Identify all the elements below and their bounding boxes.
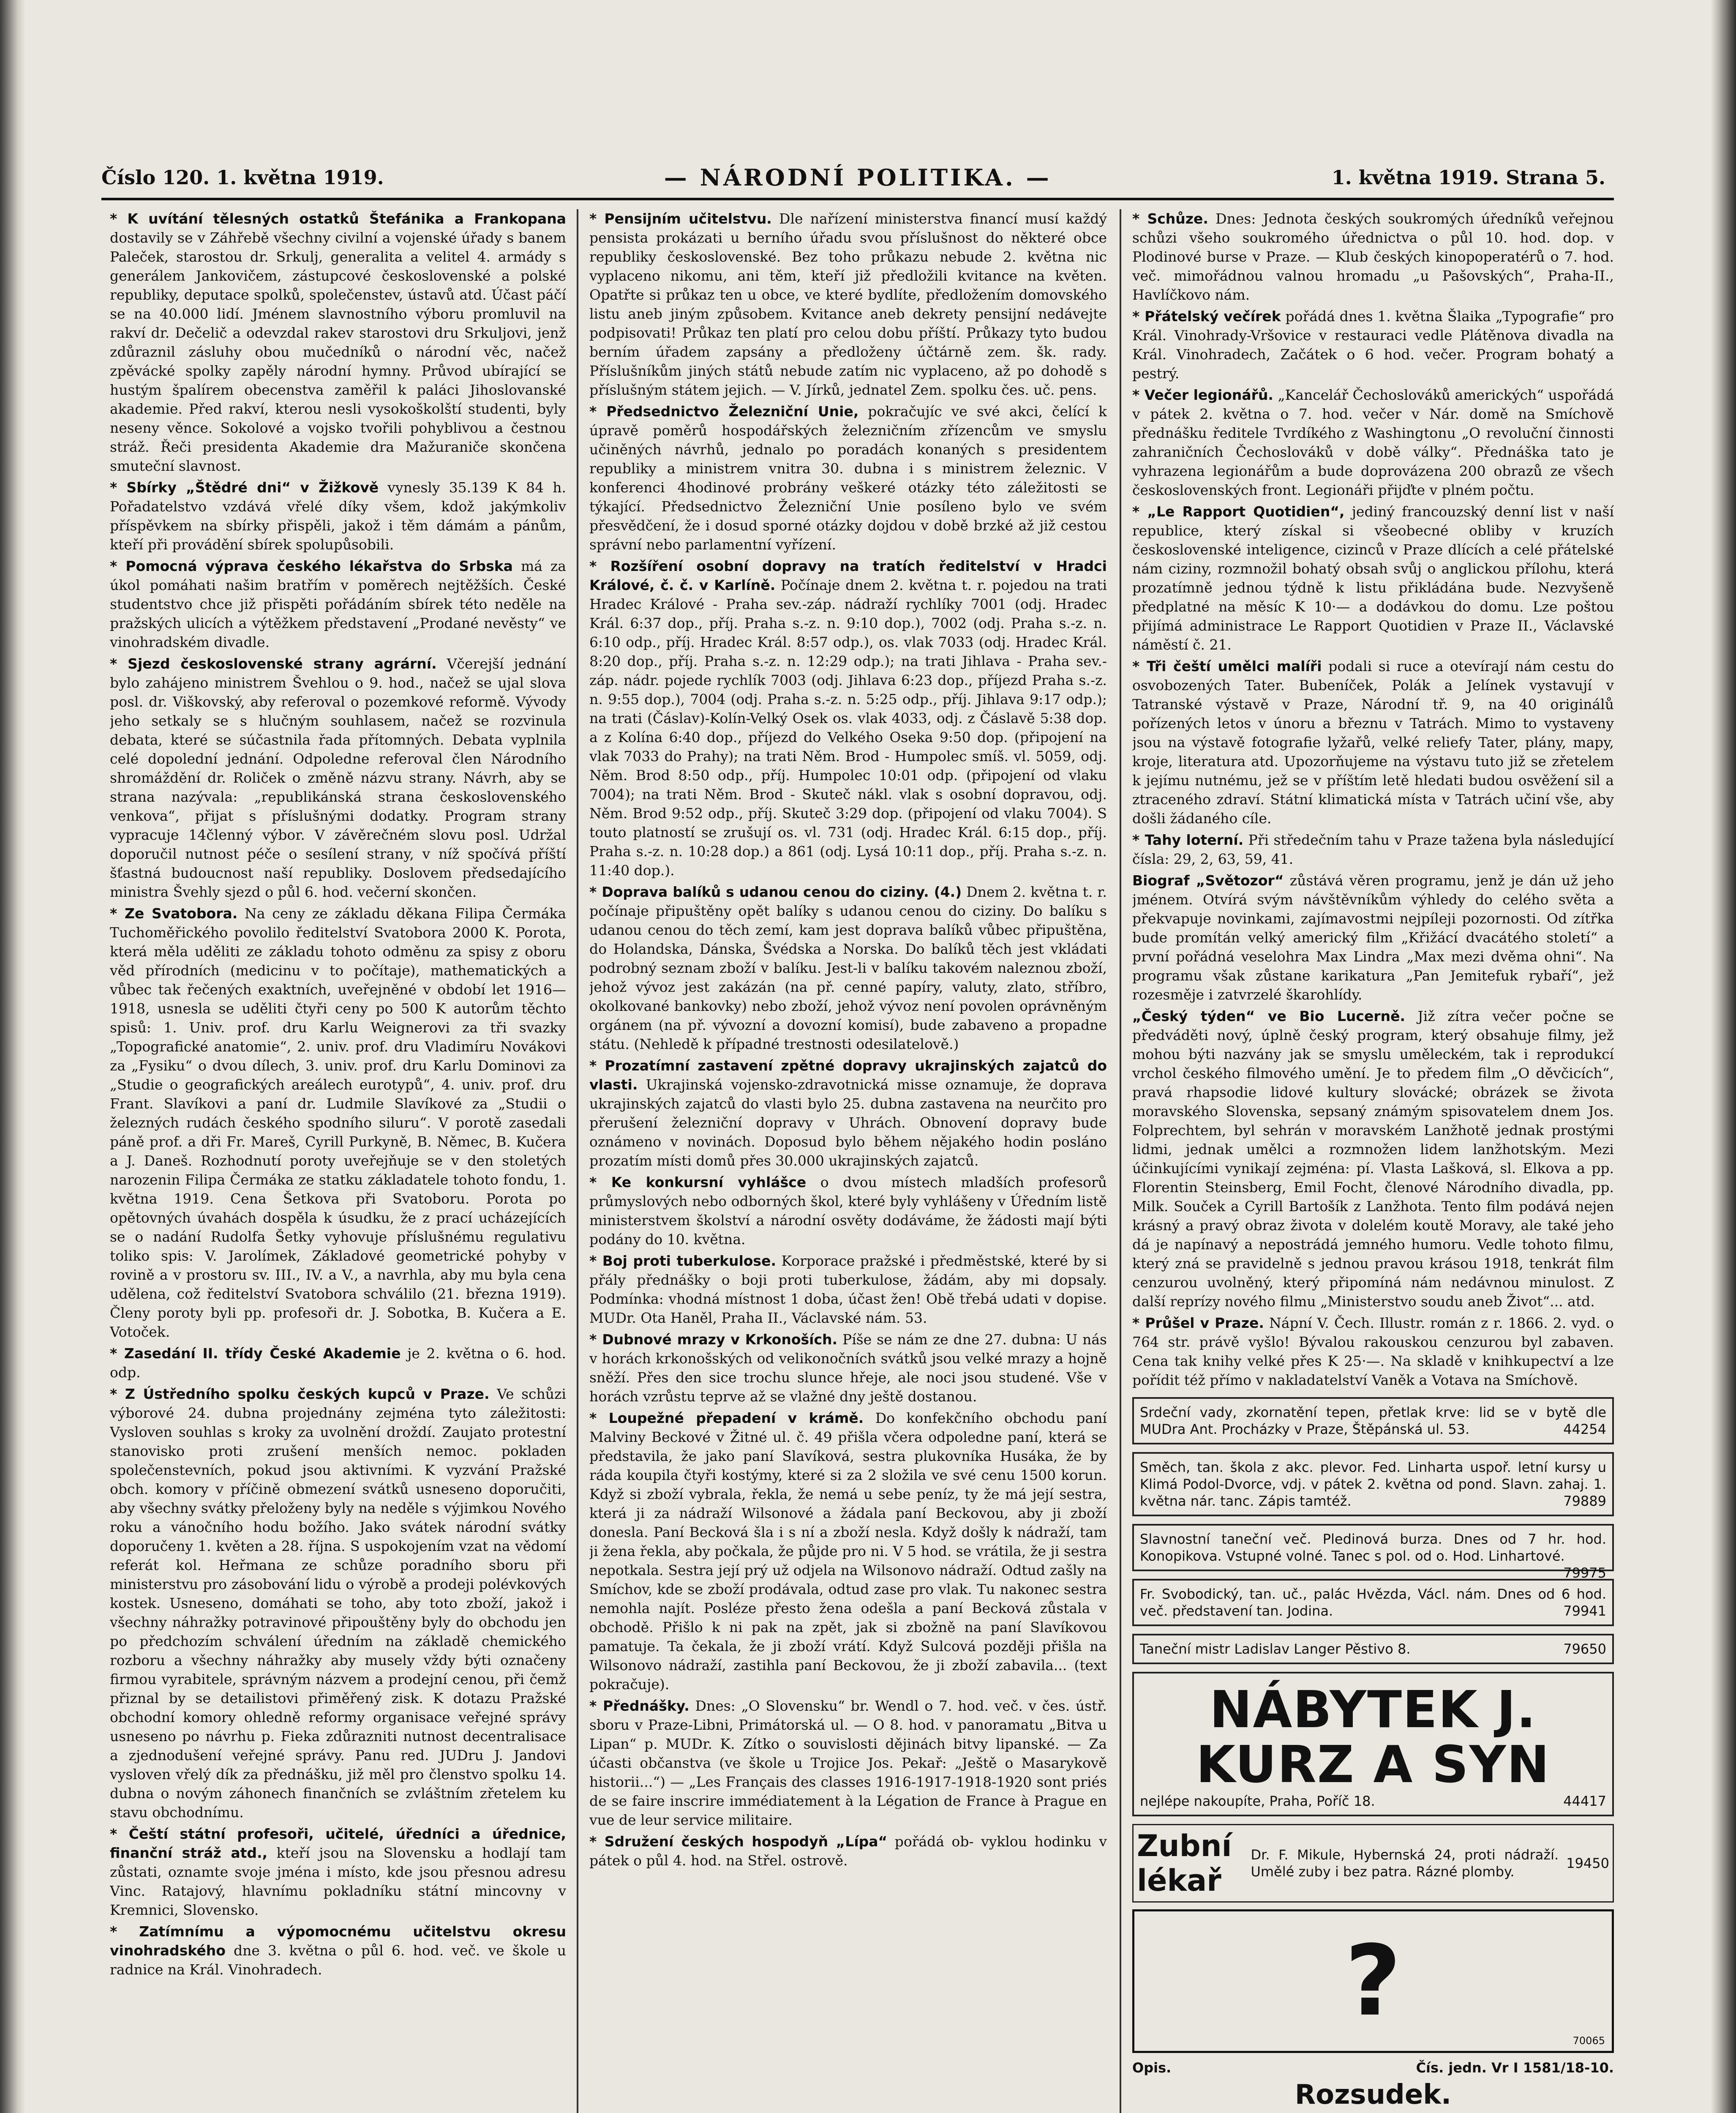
article-headline: * Loupežné přepadení v krámě. — [589, 1410, 864, 1426]
classified-ad-text: Fr. Svobodický, tan. uč., palác Hvězda, Václ. nám. Dnes od 6 hod. več. představení tan. Jodina. — [1140, 1586, 1606, 1619]
article-headline: * Zatímnímu a výpomocnému učitelstvu okresu vinohradského — [110, 1923, 566, 1959]
article-headline: * Večer legionářů. — [1132, 387, 1273, 403]
scan-edge-right — [1711, 0, 1736, 2113]
article-headline: * Přednášky. — [589, 1698, 689, 1714]
article — [110, 1384, 566, 1822]
article-body: dostavily se v Záhřebě všechny civilní a vojenské úřady s banem Paleček, starostou dr. Srkulj, generalita a velitel 4. armády s generálem Jankovičem, zástupcové československé a polské republiky, deputace spolků, společenstev, ústavů atd. Účast páčí se na 40.000 lidí. Jménem slavnostního výboru promluvil na rakví dr. Dečelič a odevzdal rakev starostovi dru Srkuljovi, jenž zdůraznil zásluhy obou mučedníků o národní věc, načež zpěvácké spolky zapěly národní hymny. Průvod ubírající se hustým špalírem obecenstva zaměřil k paláci Jihoslovanské akademie. Před rakví, kterou nesli vysokoškolští studenti, byly neseny věnce. Sokolové a vojsko tvořili pohyblivou a čestnou stráž. Řeči presidenta Akademie dra Mažuraniče skončena smuteční slavnost. — [110, 229, 566, 474]
dentist-ad-code: 19450 — [1566, 1855, 1609, 1871]
classified-ad-text: Směch, tan. škola z akc. plevor. Fed. Linharta uspoř. letní kursy u Klimá Podol-Dvorce, vdj. v pátek 2. května od pond. Slavn. zahaj. 1. května nár. tanc. Zápis tamtéž. — [1140, 1459, 1606, 1509]
article — [1132, 871, 1614, 1004]
scan-edge-left — [0, 0, 25, 2113]
classified-ad-text: Slavnostní taneční več. Pledinová burza. Dnes od 7 hr. hod. Konopikova. Vstupné volné. Tanec s pol. od o. Hod. Linhartové. — [1140, 1531, 1606, 1564]
article-body: Korporace pražské i předměstské, které by si přály přednášky o boji proti tuberkulose, žádám, aby mi dopsaly. Podmínka: vhodná místnost 1 doba, účast žen! Obě třebá udati v dopise. MUDr. Ota Haněl, Praha II., Václavské nám. 53. — [589, 1253, 1107, 1326]
article-headline: * „Le Rapport Quotidien“, — [1132, 503, 1345, 520]
article — [589, 1330, 1107, 1406]
column-divider-2 — [1120, 209, 1121, 2113]
question-ad-code: 70065 — [1572, 2035, 1605, 2047]
article-body: Ve schůzi výborové 24. dubna projednány zejména tyto záležitosti: Vysloven souhlas s kroky za uvolnění droždí. Zaujato protestní stanovisko proti zrušení menších nemoc. pokladen společenstevních, pokud jsou aktivními. K vyzvání Pražské obch. komory v příčině obmezení svátků usneseno doporučiti, aby všechny svátky přeloženy byly na neděle s výjimkou Nového roku a vánočního hodu božího. Jako svátek národní svátky doporučeny 1. květen a 28. října. S uspokojením vzat na vědomí referát kol. Heřmana ze schůze poradního sboru při ministerstvu pro zásobování lidu o výrobě a prodeji polévkových kostek. Usneseno, domáhati se toho, aby toto zboží, jakož i všechny náhražky potravinové připouštěny byly do obchodu jen po předchozím schválení úředním na základě chemického rozboru a všechny náhražky aby musely vždy býti označeny firmou vyrabitele, správným názvem a prodejní cenou, při čemž přiznal by se detailistovi přiměřený zisk. K dotazu Pražské obchodní komory ohledně reformy organisace veřejné správy usneseno po návrhu p. Fieka zdůrazniti nutnost decentralisace a zjednodušení veřejné správy. Panu red. JUDru J. Jandovi vysloven vřelý dík za přednášku, již měl pro členstvo spolku 14. dubna o novým záhonech finančních se zvláštním zřetelem ku stavu obchodnímu. — [110, 1386, 566, 1821]
article — [110, 654, 566, 901]
furniture-advertisement — [1132, 1672, 1614, 1816]
article-headline: * Boj proti tuberkulose. — [589, 1253, 776, 1269]
classified-ad — [1132, 1634, 1614, 1664]
article-body: Píše se nám ze dne 27. dubna: U nás v horách krkonošských od velikonočních svátků jsou velké mrazy a hojně sněží. Přes den sice trochu slunce hřeje, ale noci jsou studené. Vše v horách vzrůstu teprve až se vlažné dny ještě dostanou. — [589, 1331, 1107, 1405]
article — [1132, 502, 1614, 654]
issue-date-left: Číslo 120. 1. května 1919. — [101, 166, 384, 189]
article-headline: * Sbírky „Štědré dni“ v Žižkově — [110, 479, 379, 496]
newspaper-title: — NÁRODNÍ POLITIKA. — — [664, 164, 1052, 191]
furniture-ad-code: 44417 — [1563, 1793, 1606, 1809]
article — [110, 1824, 566, 1919]
article-headline: * Tahy loterní. — [1132, 832, 1244, 848]
page-number: 1. května 1919. Strana 5. — [1331, 166, 1605, 189]
article-headline: * Schůze. — [1132, 210, 1208, 227]
article-headline: Biograf „Světozor“ — [1132, 872, 1284, 889]
article — [589, 1409, 1107, 1694]
article — [110, 478, 566, 554]
article — [110, 557, 566, 652]
article-body: Při středečním tahu v Praze tažena byla následující čísla: 29, 2, 63, 59, 41. — [1132, 832, 1614, 867]
article-body: „Kancelář Čechoslováků amerických“ uspořádá v pátek 2. května o 7. hod. večer v Nár. domě na Smíchově přednášku ředitele Tvrdíkého z Washingtonu „O revoluční činnosti zahraničních Čechoslováků v době války“. Přednáška tato je vyhrazena legionářům a bude doprovázena 200 obrazů ze všech československých front. Legionáři přijďte v plném počtu. — [1132, 387, 1614, 498]
article-body: Včerejší jednání bylo zahájeno ministrem Švehlou o 9. hod., načež se ujal slova posl. dr. Viškovský, aby referoval o pozemkové reformě. Vývody jeho setkaly se s hlučným souhlasem, načež se rozvinula debata, které se súčastnila řada přítomných. Debata vyplnila celé dopolední jednání. Odpoledne referoval člen Národního shromáždění dr. Roliček o změně názvu strany. Návrh, aby se strana nazývala: „republikánská strana československého venkova“, přijat s příslušnými dodatky. Program strany vypracuje 14členný výbor. V závěrečném slovu posl. Udržal doporučil nutnost péče o sesílení strany, v níž spočívá příští šťastná budoucnost naší republiky. Doslovem předsedajícího ministra Švehly sjezd o půl 6. hod. večerní skončen. — [110, 655, 566, 900]
article-headline: * K uvítání tělesných ostatků Štefánika a Frankopana — [110, 210, 566, 227]
article-headline: * Pensijním učitelstvu. — [589, 210, 772, 227]
verdict-title: Rozsudek. — [1295, 2079, 1452, 2110]
article-body: dne 3. května o půl 6. hod. več. ve škole u radnice na Král. Vinohradech. — [110, 1942, 566, 1978]
article-body: kteří jsou na Slovensku a hodlají tam zůstati, oznamte svoje jména i místo, kde jsou přesnou adresu Vinc. Ratajový, hlavnímu pokladníku státní mincovny v Kremnici, Slovensko. — [110, 1845, 566, 1918]
article — [589, 1696, 1107, 1829]
article — [1132, 307, 1614, 383]
article-body: Dnes: Jednota českých soukromých úředníků veřejnou schůzi všeho soukromého úřednictva o půl 10. hod. dop. v Plodinové burse v Praze. — Klub českých kinopoperatérů o 7. hod. več. mimořádnou valnou hromadu „u Pašovských“, Praha-II., Havlíčkovo nám. — [1132, 210, 1614, 303]
article-body: pořádá dnes 1. května Šlaika „Typografie“ pro Král. Vinohrady-Vršovice v restauraci vedle Plátěnova divadla na Král. Vinohradech, Začátek o 6 hod. večer. Program bohatý a pestrý. — [1132, 308, 1614, 382]
classified-ad-code: 79975 — [1563, 1565, 1606, 1581]
article-headline: * Dubnové mrazy v Krkonoších. — [589, 1331, 838, 1348]
article-headline: * Přátelský večírek — [1132, 308, 1281, 325]
article — [589, 402, 1107, 554]
article-body: jediný francouzský denní list v naší republice, který získal si všeobecné obliby v kruzích československé inteligence, cizinců v Praze dlících a celé přátelské nám ciziny, rozmnožil bohatý obsah svůj o anglickou přílohu, která prozatímně jednou týdně k listu přikládána bude. Nezvyšeně předplatné na měsíc K 10·— a dodávkou do domu. Lze poštou přijímá administrace Le Rapport Quotidien v Praze II., Václavské náměstí č. 21. — [1132, 503, 1614, 653]
article-body: Do konfekčního obchodu paní Malviny Beckové v Žitné ul. č. 49 přišla včera odpoledne paní, která se představila, že jako paní Slavíková, sestra plukovníka Husáka, že by ráda koupila čtyři kostýmy, které si za 2 složila ve své cenu 1500 korun. Když si zboží vybrala, řekla, že nemá u sebe peníz, ty že má její sestra, která ji za nádraží Wilsonové a žádala paní Beckovou, aby ji zboží donesla. Paní Becková šla i s ní a zboží nesla. Když došly k nádraží, tam ji žena řekla, aby počkala, že půjde pro ni. V 5 hod. se vrátila, že ji sestra nepotkala. Sestra její prý už odjela na Wilsonovo nádraží. Odtud zašly na Smíchov, kde se zboží prodávala, odtud zase pro vlak. Tu nakonec sestra nemohla najít. Posléze přesto žena odešla a paní Becková zůstala v obchodě. Přišlo k ni pak na zpět, jak si zbožně na paní Slavíkovou pamatuje. Ta čekala, že ji zboží vrátí. Když Sulcová později přišla na Wilsonovo nádraží, zastihla paní Beckovou, že ji zboží zabavila... (text pokračuje). — [589, 1410, 1107, 1693]
article-body: má za úkol pomáhati našim bratřím v poměrech nejtěžších. České studentstvo chce již přispěti pořádáním sbírek této neděle na pražských ulicích a výtěžkem představení „Prodané nevěsty“ ve vinohradském divadle. — [110, 558, 566, 650]
classified-ad-text: Taneční mistr Ladislav Langer Pěstivo 8. — [1140, 1641, 1411, 1657]
classified-ad-code: 79650 — [1563, 1641, 1606, 1657]
article-headline: * Čeští státní profesoři, učitelé, úředníci a úřednice, finanční stráž atd., — [110, 1826, 566, 1861]
article-body: Na ceny ze základu děkana Filipa Čermáka Tuchoměřického povolilo ředitelství Svatobora 2000 K. Porota, která měla uděliti ze základu tohoto odměnu za spisy z oboru věd přírodních (medicinu v to počítaje), mathematických a vůbec tak řečených exaktních, uveřejněné v období let 1916—1918, usnesla se uděliti čtyři ceny po 500 K autorům těchto spisů: 1. Univ. prof. dru Karlu Weignerovi za tři svazky „Topografické anatomie“, 2. univ. prof. dru Vladimíru Novákovi za „Fysiku“ o dvou dílech, 3. univ. prof. dru Karlu Dominovi za „Studie o geografických areálech eurotypů“, 4. univ. prof. dru Frant. Slavíkovi a paní dr. Ludmile Slavíkové za „Studii o železných rudách českého spodního siluru“. V porotě zasedali páně prof. a dři Fr. Mareš, Cyrill Purkyně, B. Němec, B. Kučera a J. Daneš. Rozhodnutí poroty uveřejňuje se v den stoletých narozenin Filipa Čermáka ze statku základatele tohoto fondu, 1. května 1919. Cena Šetkova při Svatoboru. Porota po opětovných úvahách dospěla k úsudku, že z prací ucházejících se o nadání Rudolfa Šetky vyhovuje příslušnému regulativu toliko spis: V. Jarolímek, Základové geometrické pohyby v rovině a v prostoru sv. III., IV. a V., a navrhla, aby mu byla cena udělena, což ředitelství Svatobora schválilo (21. března 1919). Členy poroty byli pp. profesoři dr. J. Sobotka, B. Kučera a E. Votoček. — [110, 905, 566, 1340]
article-body: Dnes: „O Slovensku“ br. Wendl o 7. hod. več. v čes. ústř. sboru v Praze-Libni, Primátorská ul. — O 8. hod. v panoramatu „Bitva u Lipan“ p. MUDr. K. Zítko o souvislosti dějinách bitvy lipanské. — Za účasti občanstva (ve škole u Trojice Jos. Pekař: „Ještě o Masarykově historii...“) — „Les Français des classes 1916-1917-1918-1920 sont priés de se faire inscrire immédiatement à la Légation de France à Prague en vue de leur service militaire. — [589, 1698, 1107, 1828]
article — [1132, 209, 1614, 304]
article-body: podali si ruce a otevírají nám cestu do osvobozených Tater. Bubeníček, Polák a Jelínek vystavují v Tatranské výstavě v Praze, Národní tř. 9, na 40 originálů pořízených letos v únoru a březnu v Tatrách. Mimo to vystaveny jsou na výstavě fotografie lyžařů, velké reliefy Tater, plány, mapy, kroje, literatura atd. Upozorňujeme na výstavu tuto již se zřetelem k jejímu nutnému, jež se v příštím letě hledati budou osvěžení sil a ztraceného zdraví. Státní klimatická místa v Tatrách učiní vše, aby došli žádaného cíle. — [1132, 658, 1614, 827]
article — [110, 1344, 566, 1382]
furniture-ad-subtitle: nejlépe nakoupíte, Praha, Poříč 18. — [1140, 1793, 1375, 1809]
article — [110, 904, 566, 1341]
article-headline: * Ze Svatobora. — [110, 905, 238, 922]
article-body: Nápní V. Čech. Illustr. román z r. 1866. 2. vyd. o 764 str. právě vyšlo! Bývalou rakouskou cenzurou byl zabaven. Cena tak knihy velké přes K 25·—. Na skladě v knihkupectví a lze pořídit též přímo v nakladatelství Vaněk a Votava na Smíchově. — [1132, 1315, 1614, 1388]
article — [110, 1922, 566, 1979]
article — [589, 1056, 1107, 1170]
article — [1132, 1313, 1614, 1390]
article — [589, 209, 1107, 399]
article — [589, 1251, 1107, 1327]
article-body: pokračujíc ve své akci, čelící k úpravě poměrů hospodářských železničním zřízencům ve smyslu učiněných návrhů, jednalo po poradách konaných s presidentem republiky a ministrem vnitra 30. dubna i s ministrem železnic. V konferenci 4hodinové probrány veškeré otázky této záležitosti se týkající. Předsednictvo Železniční Unie posíleno bylo ve svém přesvědčení, že i dosud sporné otázky dojdou v době brzké až již cestou správní nebo parlamentní vyřízení. — [589, 403, 1107, 553]
article-headline: * Pomocná výprava českého lékařstva do Srbska — [110, 558, 513, 574]
masthead — [101, 158, 1605, 197]
article-headline: * Sdružení českých hospodyň „Lípa“ — [589, 1833, 888, 1850]
opis-label: Opis. — [1132, 2060, 1172, 2076]
article — [589, 882, 1107, 1054]
classified-ad-text: Srdeční vady, zkornatění tepen, přetlak krve: lid se v bytě dle MUDra Ant. Procházky v Praze, Štěpánská ul. 53. — [1140, 1404, 1606, 1437]
column-1 — [110, 209, 566, 2113]
column-3-articles — [1132, 209, 1614, 1390]
furniture-ad-title: NÁBYTEK J. KURZ A SYN — [1196, 1681, 1550, 1794]
article-headline: * Rozšíření osobní dopravy na tratích ředitelství v Hradci Králové, č. č. v Karlíně. — [589, 558, 1107, 593]
article-headline: * Ke konkursní vyhlášce — [589, 1174, 807, 1190]
article-headline: * Zasedání II. třídy České Akademie — [110, 1345, 401, 1362]
classified-ad — [1132, 1524, 1614, 1581]
classified-ad-code: 79889 — [1563, 1493, 1606, 1509]
classified-ad — [1132, 1452, 1614, 1516]
article — [589, 1173, 1107, 1249]
article — [1132, 657, 1614, 828]
article-body: o dvou místech mladších profesorů průmyslových nebo odborných škol, které byly vyhlášeny v Úředním listě ministerstvem školství a národní osvěty dodáváme, že žádosti mají býti podány do 10. května. — [589, 1174, 1107, 1248]
article — [1132, 1007, 1614, 1311]
article-headline: * Prozatímní zastavení zpětné dopravy ukrajinských zajatců do vlasti. — [589, 1057, 1107, 1093]
classified-ad — [1132, 1397, 1614, 1444]
column-2 — [589, 209, 1107, 2113]
article — [589, 557, 1107, 880]
article — [589, 1832, 1107, 1870]
classified-ad — [1132, 1579, 1614, 1626]
question-mark: ? — [1345, 1925, 1401, 2038]
article — [1132, 830, 1614, 868]
article-headline: * Tři čeští umělci malíři — [1132, 658, 1322, 674]
article-body: zůstává věren programu, jenž je dán už jeho jménem. Otvírá svým návštěvníkům výhledy do celého světa a překvapuje novinkami, zajímavostmi nejpíleji pozornosti. Od zítřka bude promítán velký americký film „Křižácí dvacátého století“ a první pořádná veselohra Max Lindra „Max mezi dvěma ohni“. Na programu však zůstane karikatura „Pan Jemitefuk rybaří“, jež rozesměje i zatvrzelé škarohlídy. — [1132, 872, 1614, 1003]
dentist-ad-text: Dr. F. Mikule, Hybernská 24, proti nádraží. Umělé zuby i bez patra. Rázné plomby. — [1251, 1847, 1559, 1880]
article — [110, 209, 566, 475]
article-headline: * Průšel v Praze. — [1132, 1315, 1264, 1331]
article-headline: * Sjezd československé strany agrární. — [110, 655, 437, 672]
article — [1132, 385, 1614, 500]
dentist-advertisement — [1132, 1824, 1614, 1903]
court-verdict — [1132, 2060, 1614, 2113]
article-body: je 2. května o 6. hod. odp. — [110, 1345, 566, 1381]
column-3 — [1132, 209, 1614, 2113]
article-body: Již zítra večer počne se předváděti nový, úplně český program, který obsahuje filmy, jež mohou býti nazvány jak se smyslu uměleckém, tak i reprodukcí vrchol českého filmového umění. Je to předem film „O děvčicích“, pravá rhapsodie lidové kultury slovácké; obrázek se života moravského Slovenska, sepsaný známým spisovatelem dnem Jos. Folprechtem, byl sehrán v moravském Lanžhotě jednak prostými lidmi, jednak umělci a rozmnožen lidem lanžhotským. Mezi účinkujícími vynikají zejména: pí. Vlasta Lašková, sl. Elkova a pp. Florentin Steinsberg, Emil Focht, členové Národního divadla, pp. Milk. Souček a Cyrill Bartošík z Lanžhota. Tento film podává nejen krásný a pravý obraz života v dolelém koutě Moravy, ale také jeho dá je napínavý a nepostrádá jemného humoru. Vedle tohoto filmu, který zná se pravidelně s jednou pravou krásou 1918, tenkrát film cenzurou uvolněný, který připomíná nám nedávnou minulost. Z další reprízy nového filmu „Ministerstvo soudu aneb Život“... atd. — [1132, 1008, 1614, 1310]
article-headline: „Český týden“ ve Bio Lucerně. — [1132, 1008, 1406, 1024]
dentist-ad-title: Zubní lékař — [1137, 1829, 1232, 1898]
column-divider-1 — [577, 209, 578, 2113]
article-headline: * Z Ústředního spolku českých kupců v Praze. — [110, 1386, 490, 1402]
opis-reference: Čís. jedn. Vr I 1581/18-10. — [1416, 2060, 1614, 2076]
question-mark-advertisement — [1132, 1909, 1614, 2053]
article-body: Počínaje dnem 2. května t. r. pojedou na trati Hradec Králové - Praha sev.-záp. nádraží rychlíky 7001 (odj. Hradec Král. 6:37 dop., příj. Praha s.-z. n. 9:10 dop.), 7002 (odj. Praha s.-z. n. 6:10 odp., příj. Hradec Král. 8:57 odp.), os. vlak 7033 (odj. Hradec Král. 8:20 dop., příj. Praha s.-z. n. 12:29 odp.); na trati Jihlava - Praha sev.-záp. nádr. pojede rychlík 7003 (odj. Jihlava 6:23 dop., příjezd Praha s.-z. n. 9:55 dop.), 7004 (odj. Praha s.-z. n. 5:25 odp., příj. Jihlava 9:17 odp.); na trati (Čáslav)-Kolín-Velký Osek os. vlak 4033, odj. z Čáslavě 5:38 dop. a z Kolína 6:40 dop., příjezd do Velkého Oseka 9:50 dop. (připojení na vlak 7033 do Prahy); na trati Něm. Brod - Humpolec smíš. vl. 5059, odj. Něm. Brod 8:50 odp., příj. Humpolec 10:01 odp. (připojení od vlaku 7004); na trati Něm. Brod - Skuteč nákl. vlak s osobní dopravou, odj. Něm. Brod 9:52 odp., příj. Skuteč 3:29 dop. (připojení od vlaku 7004). S touto platností se zrušují os. vl. 731 (odj. Hradec Král. 6:15 dop., příj. Praha s.-z. n. 10:28 dop.) a 861 (odj. Lysá 10:11 dop., příj. Praha s.-z. n. 11:40 dop.). — [589, 577, 1107, 879]
article-body: pořádá ob- vyklou hodinku v pátek o půl 4. hod. na Střel. ostrově. — [589, 1833, 1107, 1869]
article-body: Ukrajinská vojensko-zdravotnická misse oznamuje, že doprava ukrajinských zajatců do vlasti bylo 25. dubna zastavena na neurčito pro přerušení železniční dopravy v Uhrách. Obnovení dopravy bude oznámeno v novinách. Doposud bylo během nějakého hodin posláno prozatím místi domů přes 30.000 ukrajinských zajatců. — [589, 1076, 1107, 1169]
article-headline: * Předsednictvo Železniční Unie, — [589, 403, 859, 420]
masthead-rule — [101, 198, 1614, 200]
article-headline: * Doprava balíků s udanou cenou do ciziny. (4.) — [589, 884, 962, 900]
classified-ad-code: 79941 — [1563, 1603, 1606, 1619]
article-body: Dnem 2. května t. r. počínaje připuštěny opět balíky s udanou cenou do ciziny. Do balíku s udanou cenou do těch zemí, kam jest doprava balíků vůbec připuštěna, do Holandska, Dánska, Švédska a Norska. Do balíků těch jest vkládati podrobný seznam zboží v balíku. Jest-li v balíku takovém naleznou zboží, jehož vývoz jest zakázán (na př. cenné papíry, valuty, zlato, stříbro, okolkované bankovky) nebo zboží, jehož vývoz není povolen oprávněným orgánem (na př. vývozní a dovozní komisí), bude zabaveno a propadne státu. (Nehledě k případné trestnosti odesilatelově.) — [589, 884, 1107, 1052]
classified-ad-code: 44254 — [1563, 1421, 1606, 1437]
article-body: vynesly 35.139 K 84 h. Pořadatelstvo vzdává vřelé díky všem, kdož jakýmkoliv příspěvkem na sbírky přispěli, jakož i těm dámám a pánům, kteří při provádění sbírek spolupůsobili. — [110, 479, 566, 553]
article-body: Dle nařízení ministerstva financí musí každý pensista prokázati u berního úřadu svou příslušnost do některé obce republiky československé. Bez toho průkazu nebude 2. května nic vyplaceno nikomu, ani těm, kteří již předložili kvitance na květen. Opatřte si průkaz ten u obce, ve které bydlíte, předložením domovského listu aneb jiným způsobem. Kvitance aneb dekrety pensijní nedávejte podpisovati! Průkaz ten platí pro celou dobu příští. Průkazy tyto budou berním úřadem zapsány a předloženy účtárně zem. šk. rady. Příslušníkům jiných států nebude zatím nic vyplaceno, až po dohodě s příslušným státem jejich. — V. Jírků, jednatel Zem. spolku čes. uč. pens. — [589, 210, 1107, 398]
classifieds — [1132, 1397, 1614, 1664]
